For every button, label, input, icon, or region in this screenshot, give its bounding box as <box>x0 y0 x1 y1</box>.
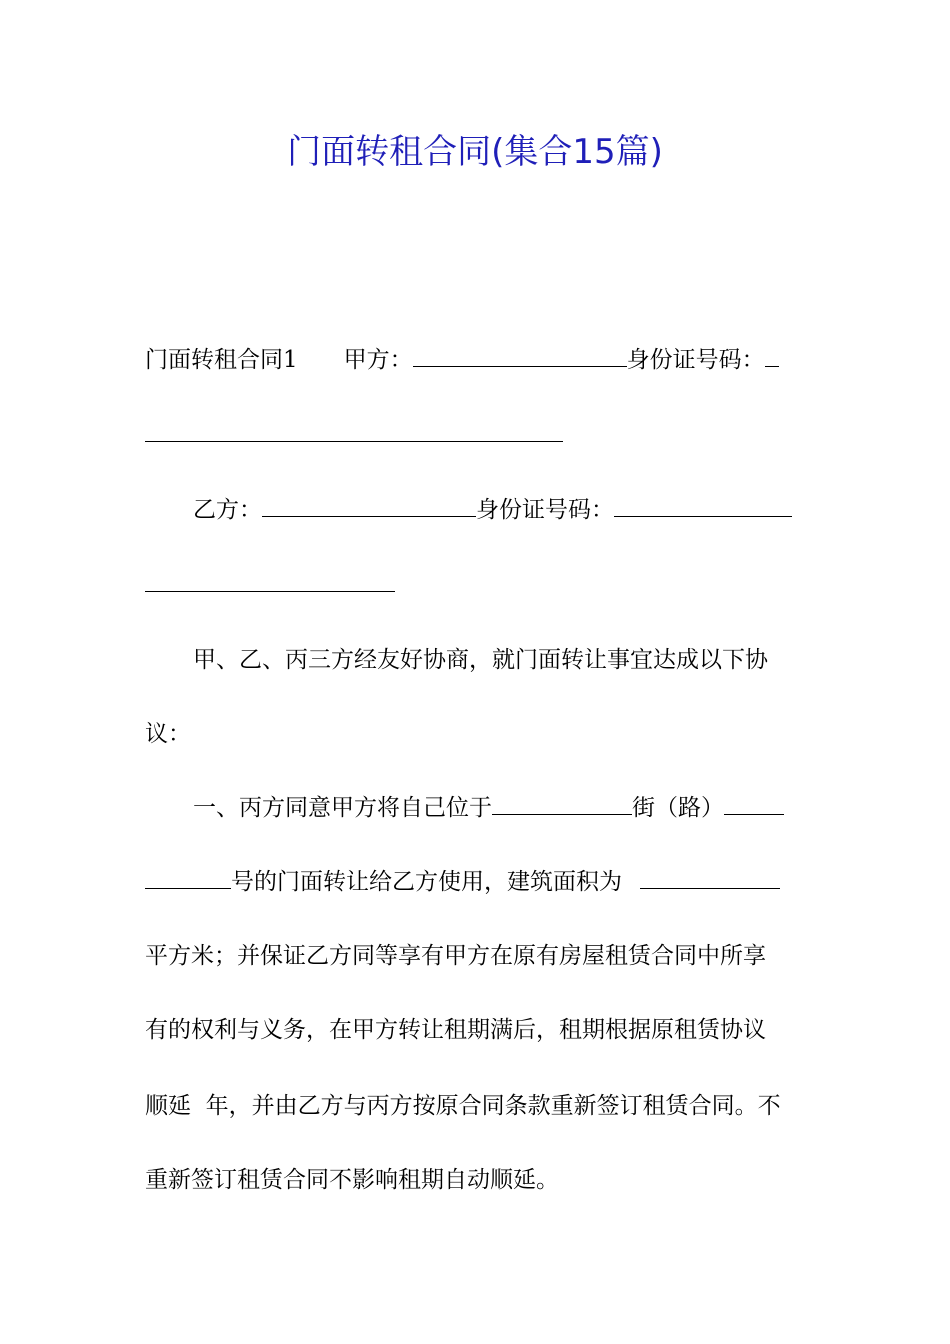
party-b-id-blank <box>145 591 395 592</box>
clause1-line-3: 平方米；并保证乙方同等享有甲方在原有房屋租赁合同中所享 <box>145 943 766 969</box>
number-blank <box>145 866 231 889</box>
contract-heading: 门面转租合同1 <box>145 347 298 373</box>
party-b-label: 乙方： <box>193 497 262 523</box>
party-b-id-blank-start <box>614 494 792 517</box>
clause1-text-b: 街（路） <box>632 795 724 821</box>
party-b-id-label: 身份证号码： <box>476 497 614 523</box>
party-a-line <box>145 344 779 376</box>
clause1-line-6: 重新签订租赁合同不影响租期自动顺延。 <box>145 1167 559 1193</box>
intro-line-1: 甲、乙、丙三方经友好协商，就门面转让事宜达成以下协 <box>193 647 768 673</box>
party-b-line <box>193 494 792 526</box>
party-a-name-blank <box>413 344 627 367</box>
area-blank <box>640 866 780 889</box>
intro-line-2: 议： <box>145 721 191 747</box>
clause1-text-a: 一、丙方同意甲方将自己位于 <box>193 795 492 821</box>
street-blank <box>492 792 632 815</box>
clause1-text-c: 号的门面转让给乙方使用，建筑面积为 <box>231 869 622 895</box>
party-a-id-label: 身份证号码： <box>626 347 765 373</box>
party-a-label: 甲方： <box>343 347 413 373</box>
party-a-id-blank-start <box>765 344 779 367</box>
party-a-id-blank <box>145 441 563 442</box>
clause1-line-1 <box>193 792 784 824</box>
document-title: 门面转租合同(集合15篇) <box>287 132 663 172</box>
clause1-line-5: 顺延 年，并由乙方与丙方按原合同条款重新签订租赁合同。不 <box>145 1093 781 1119</box>
party-b-name-blank <box>262 494 476 517</box>
clause1-line-2 <box>145 866 780 898</box>
clause1-line-4: 有的权利与义务，在甲方转让租期满后，租期根据原租赁协议 <box>145 1017 766 1043</box>
number-blank-start <box>724 792 784 815</box>
